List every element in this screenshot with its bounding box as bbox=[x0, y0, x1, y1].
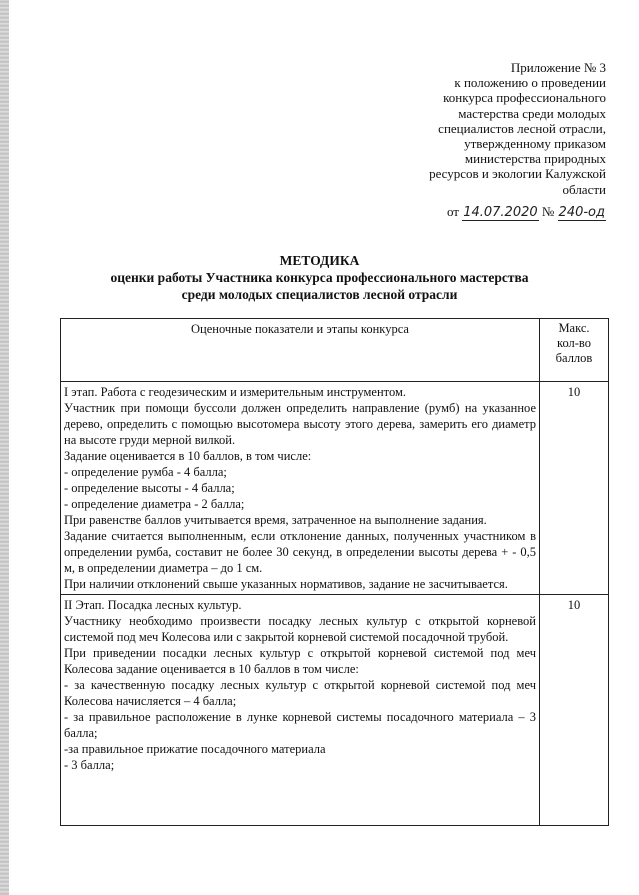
paragraph: Задание оценивается в 10 баллов, в том числе: bbox=[64, 449, 312, 463]
stage-1-description bbox=[61, 382, 540, 595]
stage-1-title: I этап. Работа с геодезическим и измерительным инструментом. bbox=[64, 385, 407, 399]
list-item: - определение румба - 4 балла; bbox=[64, 465, 227, 479]
document-title bbox=[0, 252, 639, 303]
appendix-line: министерства природных bbox=[464, 151, 606, 167]
appendix-line: Приложение № 3 bbox=[510, 60, 606, 75]
list-item: - за качественную посадку лесных культур с открытой корневой системой под меч Колесова начисляется – 4 балла; bbox=[64, 678, 536, 708]
title-subtitle-line: оценки работы Участника конкурса профессионального мастерства bbox=[110, 270, 529, 285]
appendix-line: мастерства среди молодых bbox=[458, 105, 606, 121]
table-row bbox=[61, 595, 609, 826]
paragraph: При приведении посадки лесных культур с открытой корневой системой под меч Колесова задание оценивается в 10 баллов в том числе: bbox=[64, 646, 536, 676]
appendix-header bbox=[400, 60, 606, 197]
stage-2-score: 10 bbox=[540, 595, 609, 826]
appendix-line: области bbox=[562, 181, 606, 197]
paragraph: Участнику необходимо произвести посадку лесных культур с открытой корневой системой под меч Колесова или с закрытой корневой системой посадочной трубой. bbox=[64, 614, 536, 644]
title-heading: МЕТОДИКА bbox=[279, 253, 360, 268]
order-date-handwritten: 14.07.2020 bbox=[463, 205, 538, 220]
paragraph: Задание считается выполненным, если отклонение данных, полученных участником в определении румба, составит не более 30 секунд, в определении высоты дерева + - 0,5 м, в определении диаметра – до 1 см. bbox=[64, 529, 536, 575]
order-prefix: от bbox=[446, 204, 459, 219]
table-row bbox=[61, 382, 609, 595]
scan-edge-artifact bbox=[0, 0, 9, 895]
appendix-line: к положению о проведении bbox=[454, 75, 606, 91]
paragraph: При наличии отклонений свыше указанных нормативов, задание не засчитывается. bbox=[64, 577, 508, 591]
list-item: - определение высоты - 4 балла; bbox=[64, 481, 235, 495]
paragraph: Участник при помощи буссоли должен определить направление (румб) на указанное дерево, определить с помощью высотомера высоту этого дерева, замерить его диаметр на высоте груди мерной вилкой. bbox=[64, 401, 536, 447]
list-item: - определение диаметра - 2 балла; bbox=[64, 497, 245, 511]
list-item: - 3 балла; bbox=[64, 758, 115, 772]
stage-1-score: 10 bbox=[540, 382, 609, 595]
header-max-score bbox=[540, 319, 609, 382]
appendix-line: специалистов лесной отрасли, bbox=[438, 120, 606, 136]
appendix-line: ресурсов и экологии Калужской bbox=[429, 166, 606, 182]
number-sign: № bbox=[541, 204, 555, 219]
table-header-row bbox=[61, 319, 609, 382]
stage-2-description bbox=[61, 595, 540, 826]
order-reference bbox=[400, 204, 606, 220]
list-item: - за правильное расположение в лунке корневой системы посадочного материала – 3 балла; bbox=[64, 710, 536, 740]
stage-2-title: II Этап. Посадка лесных культур. bbox=[64, 598, 242, 612]
header-max-line: кол-во bbox=[557, 336, 591, 350]
header-criteria: Оценочные показатели и этапы конкурса bbox=[61, 319, 540, 382]
evaluation-table bbox=[60, 318, 609, 826]
title-subtitle-line: среди молодых специалистов лесной отрасли bbox=[181, 287, 458, 302]
appendix-line: утвержденному приказом bbox=[464, 136, 606, 152]
paragraph: При равенстве баллов учитывается время, затраченное на выполнение задания. bbox=[64, 513, 487, 527]
list-item: -за правильное прижатие посадочного материала bbox=[64, 742, 326, 756]
header-max-line: баллов bbox=[555, 351, 593, 365]
appendix-line: конкурса профессионального bbox=[443, 90, 606, 106]
header-max-line: Макс. bbox=[558, 321, 590, 335]
order-number-handwritten: 240-од bbox=[558, 205, 605, 220]
